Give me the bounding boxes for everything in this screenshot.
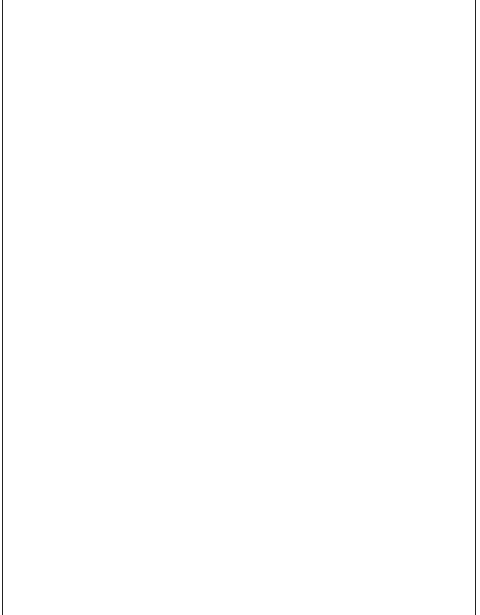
article-headline [3, 4, 475, 34]
article-body [9, 36, 469, 607]
column-border [2, 0, 476, 615]
